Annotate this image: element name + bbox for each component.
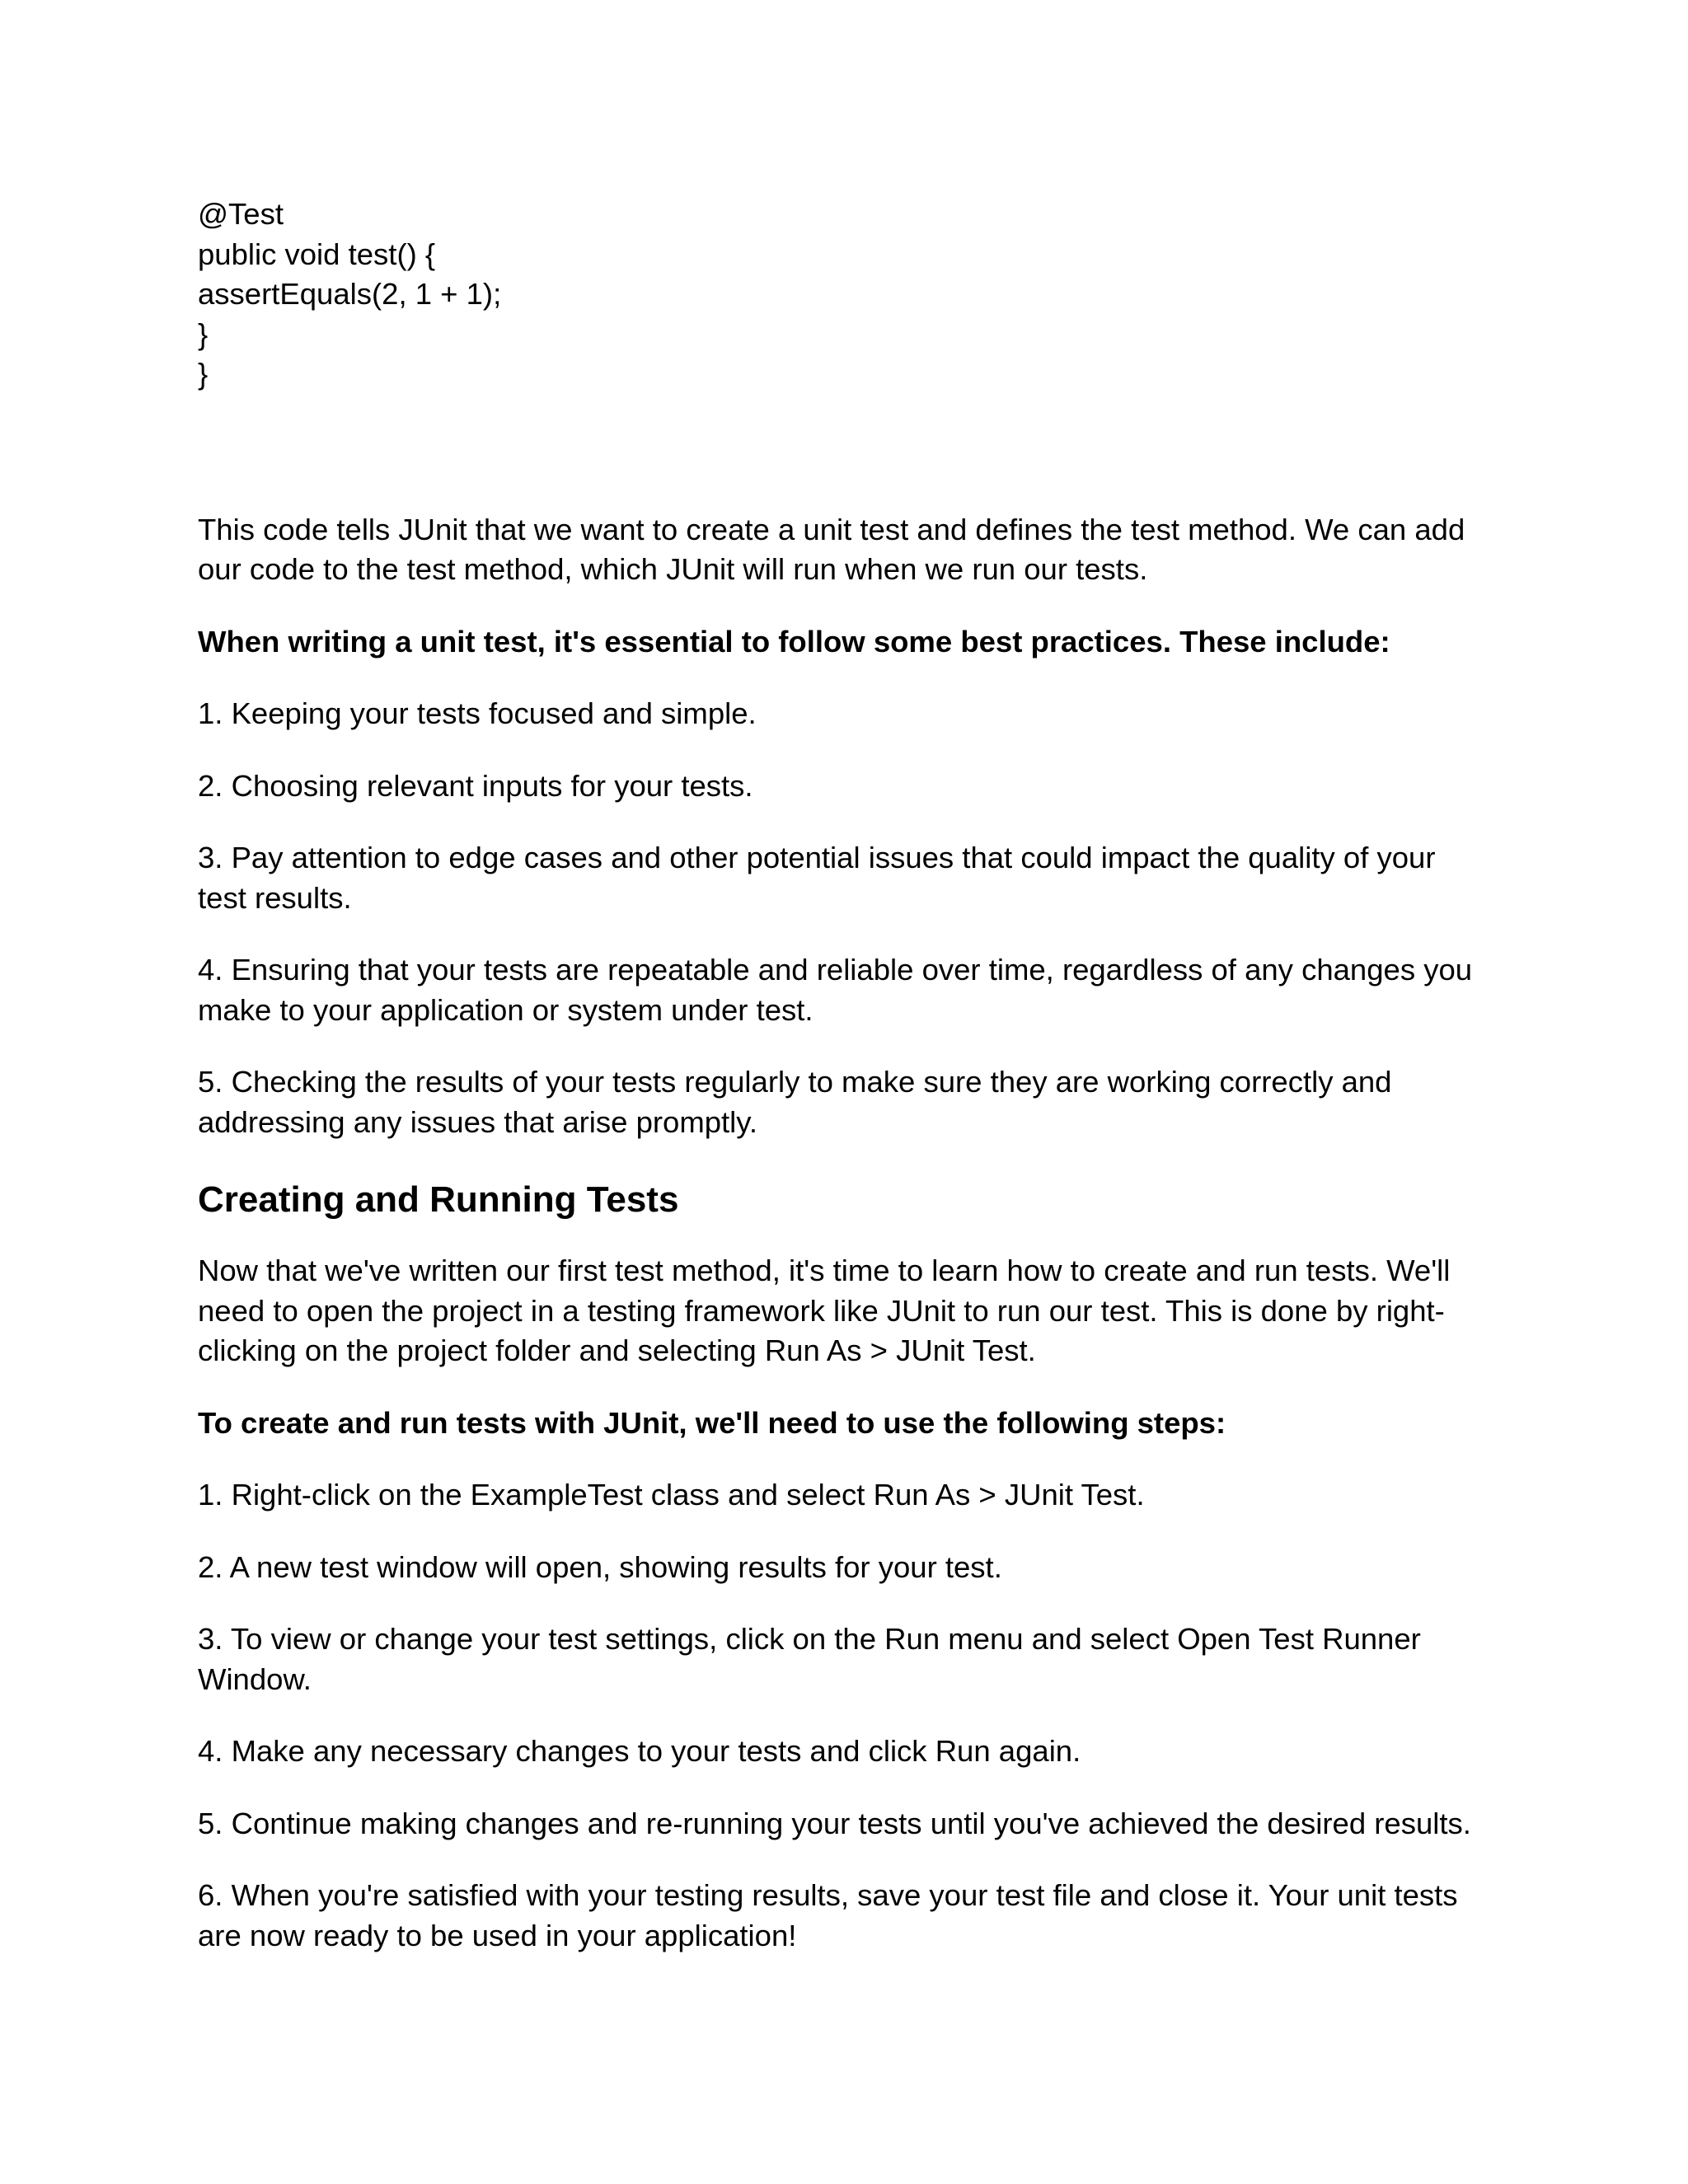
code-line: assertEquals(2, 1 + 1);	[198, 277, 502, 311]
code-line: }	[198, 316, 209, 351]
best-practice-item: 4. Ensuring that your tests are repeatable and reliable over time, regardless of any changes you make to your application or system under test.	[198, 953, 1473, 1027]
step-item: 5. Continue making changes and re-running your tests until you've achieved the desired results.	[198, 1806, 1471, 1840]
section-paragraph: Now that we've written our first test method, it's time to learn how to create and run tests. We'll need to open the project in a testing framework like JUnit to run our test. This is done by right-clicking on the project folder and selecting Run As > JUnit Test.	[198, 1254, 1451, 1367]
step-item: 2. A new test window will open, showing results for your test.	[198, 1549, 1002, 1584]
best-practice-item: 1. Keeping your tests focused and simple.	[198, 696, 757, 730]
best-practices-lead: When writing a unit test, it's essential to follow some best practices. These include:	[198, 624, 1390, 658]
code-line: }	[198, 357, 209, 391]
section-heading: Creating and Running Tests	[198, 1179, 679, 1220]
code-line: @Test	[198, 197, 284, 231]
best-practice-item: 5. Checking the results of your tests regularly to make sure they are working correctly and addressing any issues that arise promptly.	[198, 1065, 1392, 1139]
intro-paragraph: This code tells JUnit that we want to create a unit test and defines the test method. We can add our code to the test method, which JUnit will run when we run our tests.	[198, 512, 1465, 586]
best-practice-item: 2. Choosing relevant inputs for your tests.	[198, 768, 753, 803]
code-line: public void test() {	[198, 237, 436, 271]
steps-lead: To create and run tests with JUnit, we'll need to use the following steps:	[198, 1405, 1226, 1440]
code-snippet	[198, 194, 1492, 395]
step-item: 6. When you're satisfied with your testing results, save your test file and close it. Your unit tests are now ready to be used in your application!	[198, 1878, 1458, 1952]
best-practice-item: 3. Pay attention to edge cases and other potential issues that could impact the quality of your test results.	[198, 841, 1436, 915]
step-item: 4. Make any necessary changes to your tests and click Run again.	[198, 1734, 1081, 1768]
document-page	[198, 194, 1492, 1956]
step-item: 3. To view or change your test settings, click on the Run menu and select Open Test Runner Window.	[198, 1622, 1421, 1696]
step-item: 1. Right-click on the ExampleTest class and select Run As > JUnit Test.	[198, 1478, 1145, 1511]
